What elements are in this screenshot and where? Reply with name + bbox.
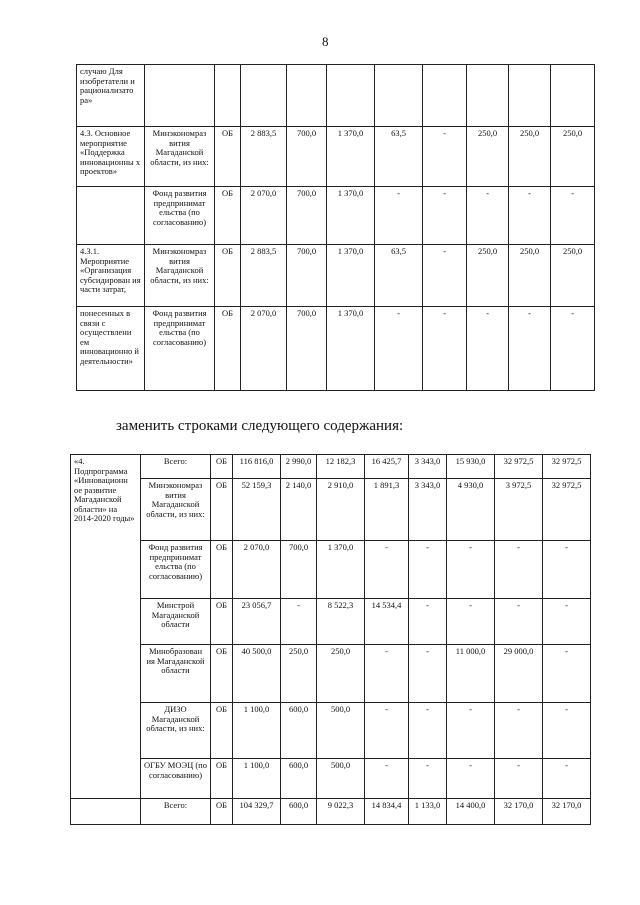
executor-cell: Фонд развития предпринимат ельства (по согласованию) [145,307,215,391]
value-cell: 2 910,0 [317,479,365,541]
value-cell: 250,0 [317,645,365,703]
value-cell: 63,5 [375,245,423,307]
value-cell: 104 329,7 [233,799,281,825]
value-cell: 1 370,0 [327,127,375,187]
value-cell: 250,0 [509,127,551,187]
value-cell: - [365,703,409,759]
value-cell: - [375,187,423,245]
value-cell: - [495,541,543,599]
executor-cell: Всего: [141,799,211,825]
source-cell: ОБ [211,455,233,479]
value-cell: - [509,187,551,245]
executor-cell: Минобразован ия Магаданской области [141,645,211,703]
value-cell: 1 891,3 [365,479,409,541]
value-cell: 700,0 [287,245,327,307]
executor-cell: Фонд развития предпринимат ельства (по согласованию) [141,541,211,599]
value-cell: - [409,599,447,645]
source-cell: ОБ [211,599,233,645]
value-cell: - [509,307,551,391]
value-cell: 700,0 [287,187,327,245]
table-row [77,187,595,245]
value-cell [287,65,327,127]
value-cell: 500,0 [317,759,365,799]
executor-cell: Всего: [141,455,211,479]
value-cell: 8 522,3 [317,599,365,645]
value-cell [509,65,551,127]
value-cell: 2 070,0 [233,541,281,599]
table-row [77,127,595,187]
page-number: 8 [322,34,329,49]
table-row [77,307,595,391]
value-cell: 3 972,5 [495,479,543,541]
value-cell: 700,0 [281,541,317,599]
measure-name-cell: 4.3.1. Мероприятие «Организация субсидирован ия части затрат, [77,245,145,307]
value-cell: 52 159,3 [233,479,281,541]
value-cell: 250,0 [467,127,509,187]
source-cell: ОБ [211,759,233,799]
value-cell: 2 140,0 [281,479,317,541]
value-cell: - [543,759,591,799]
table-row [77,245,595,307]
value-cell: 3 343,0 [409,479,447,541]
value-cell: 4 930,0 [447,479,495,541]
value-cell: 1 370,0 [317,541,365,599]
value-cell: 14 534,4 [365,599,409,645]
value-cell: - [409,759,447,799]
value-cell: - [447,541,495,599]
measure-name-cell: случаю Для изобретатели и рационализато ра» [77,65,145,127]
value-cell: 2 883,5 [241,245,287,307]
executor-cell: Минэкономраз вития Магаданской области, из них: [141,479,211,541]
source-cell: ОБ [215,187,241,245]
value-cell: - [551,187,595,245]
value-cell: 32 972,5 [495,455,543,479]
table-row [71,455,591,479]
value-cell: 29 000,0 [495,645,543,703]
source-cell: ОБ [215,127,241,187]
value-cell: 1 100,0 [233,759,281,799]
value-cell: 250,0 [509,245,551,307]
source-cell: ОБ [211,799,233,825]
value-cell: 14 834,4 [365,799,409,825]
value-cell: - [467,187,509,245]
value-cell: 23 056,7 [233,599,281,645]
value-cell [467,65,509,127]
value-cell: - [551,307,595,391]
value-cell: 1 370,0 [327,307,375,391]
value-cell: - [467,307,509,391]
value-cell: 600,0 [281,759,317,799]
value-cell: - [447,759,495,799]
value-cell: 2 070,0 [241,187,287,245]
value-cell: - [365,759,409,799]
value-cell: - [365,541,409,599]
value-cell: 600,0 [281,799,317,825]
value-cell: 16 425,7 [365,455,409,479]
value-cell: - [409,703,447,759]
source-cell: ОБ [211,645,233,703]
value-cell: - [423,187,467,245]
value-cell: - [281,599,317,645]
value-cell: 500,0 [317,703,365,759]
table-row [71,479,591,541]
value-cell [375,65,423,127]
value-cell: - [447,703,495,759]
value-cell: - [409,645,447,703]
value-cell: 2 070,0 [241,307,287,391]
value-cell [551,65,595,127]
value-cell: 3 343,0 [409,455,447,479]
value-cell: 1 133,0 [409,799,447,825]
table-row [77,65,595,127]
source-cell: ОБ [215,245,241,307]
program-table-new [70,454,591,825]
value-cell: - [375,307,423,391]
value-cell: 600,0 [281,703,317,759]
table-row [71,799,591,825]
value-cell: 250,0 [281,645,317,703]
value-cell: - [423,307,467,391]
value-cell: - [543,541,591,599]
executor-cell [145,65,215,127]
table-row [71,599,591,645]
value-cell: 32 972,5 [543,479,591,541]
value-cell: 11 000,0 [447,645,495,703]
value-cell: - [423,127,467,187]
executor-cell: Минэкономраз вития Магаданской области, из них: [145,245,215,307]
table-row [71,645,591,703]
measure-name-cell [77,187,145,245]
value-cell: - [409,541,447,599]
source-cell: ОБ [215,307,241,391]
value-cell: 12 182,3 [317,455,365,479]
value-cell: 32 972,5 [543,455,591,479]
value-cell: - [447,599,495,645]
value-cell: 1 370,0 [327,245,375,307]
source-cell: ОБ [211,541,233,599]
value-cell: 250,0 [467,245,509,307]
value-cell: - [495,703,543,759]
value-cell: 250,0 [551,245,595,307]
value-cell: 2 990,0 [281,455,317,479]
value-cell: 700,0 [287,127,327,187]
measure-name-cell: 4.3. Основное мероприятие «Поддержка инновационны х проектов» [77,127,145,187]
value-cell: 700,0 [287,307,327,391]
value-cell: - [543,703,591,759]
measure-name-cell: понесенных в связи с осуществлени ем инновационно й деятельности» [77,307,145,391]
value-cell: - [495,599,543,645]
executor-cell: ОГБУ МОЭЦ (по согласованию) [141,759,211,799]
value-cell: 250,0 [551,127,595,187]
value-cell: 40 500,0 [233,645,281,703]
executor-cell: Минэкономраз вития Магаданской области, из них: [145,127,215,187]
value-cell: 32 170,0 [543,799,591,825]
program-table-old [76,64,595,391]
value-cell: - [365,645,409,703]
table-row [71,541,591,599]
value-cell: 63,5 [375,127,423,187]
value-cell [423,65,467,127]
executor-cell: Фонд развития предпринимат ельства (по согласованию) [145,187,215,245]
value-cell: - [495,759,543,799]
value-cell: 32 170,0 [495,799,543,825]
value-cell: - [423,245,467,307]
value-cell: 1 100,0 [233,703,281,759]
value-cell: 116 816,0 [233,455,281,479]
executor-cell: ДИЗО Магаданской области, из них: [141,703,211,759]
executor-cell: Минстрой Магаданской области [141,599,211,645]
replacement-caption: заменить строками следующего содержания: [116,418,404,434]
source-cell [215,65,241,127]
program-name-cell: «4. Подпрограмма «Инновационн ое развитие Магаданской области» на 2014-2020 годы» [71,455,141,799]
value-cell: - [543,599,591,645]
source-cell: ОБ [211,479,233,541]
value-cell: 9 022,3 [317,799,365,825]
value-cell [327,65,375,127]
program-name-cell-empty [71,799,141,825]
table-row [71,759,591,799]
value-cell: 1 370,0 [327,187,375,245]
value-cell: 15 930,0 [447,455,495,479]
value-cell: 14 400,0 [447,799,495,825]
value-cell: 2 883,5 [241,127,287,187]
value-cell [241,65,287,127]
table-row [71,703,591,759]
source-cell: ОБ [211,703,233,759]
value-cell: - [543,645,591,703]
